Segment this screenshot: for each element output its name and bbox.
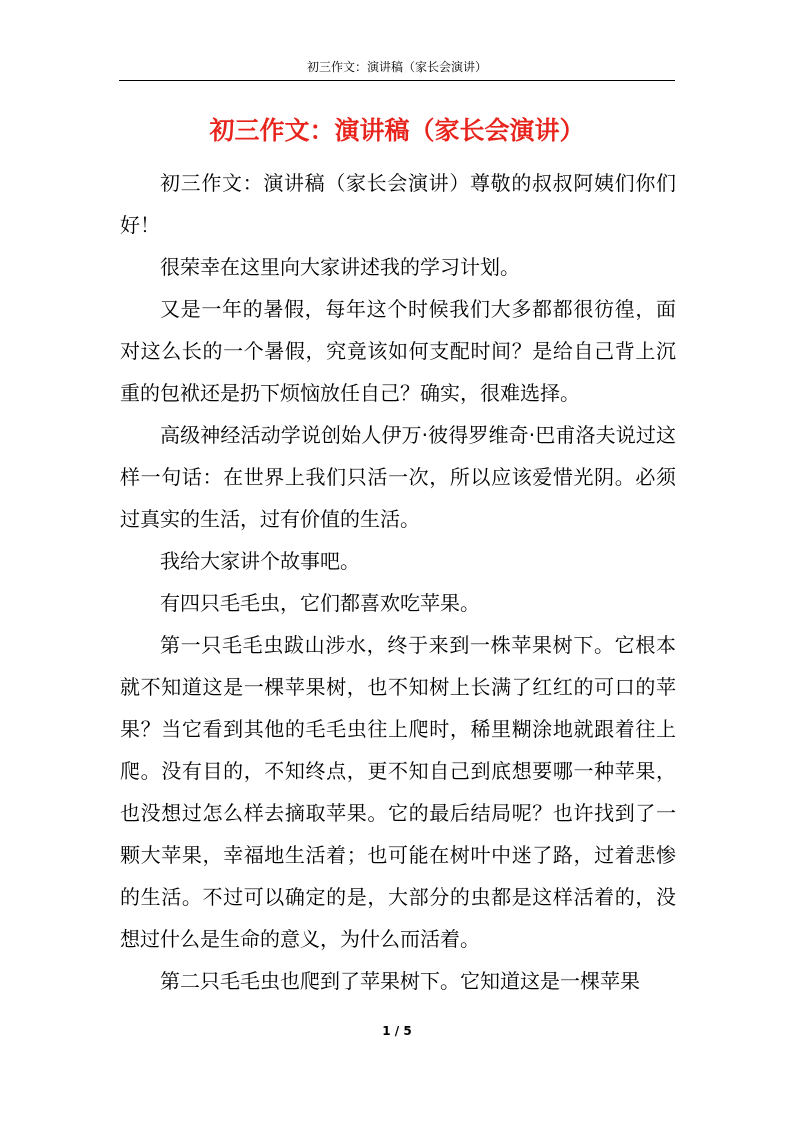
page-number: 1 / 5 — [382, 1024, 412, 1038]
running-header: 初三作文：演讲稿（家长会演讲） — [306, 60, 487, 74]
paragraph: 第二只毛毛虫也爬到了苹果树下。它知道这是一棵苹果 — [160, 969, 640, 993]
paragraph: 很荣幸在这里向大家讲述我的学习计划。 — [160, 255, 520, 279]
paragraph: 我给大家讲个故事吧。 — [160, 549, 360, 573]
document-title: 初三作文：演讲稿（家长会演讲） — [209, 116, 585, 145]
paragraph: 又是一年的暑假，每年这个时候我们大多都都很彷徨，面对这么长的一个暑假，究竟该如何支配时间？是给自己背上沉重的包袱还是扔下烦恼放任自己？确实，很难选择。 — [120, 297, 676, 405]
document-body — [120, 162, 676, 1002]
paragraph: 初三作文：演讲稿（家长会演讲）尊敬的叔叔阿姨们你们好！ — [120, 171, 676, 237]
header-divider — [119, 80, 675, 81]
paragraph: 有四只毛毛虫，它们都喜欢吃苹果。 — [160, 591, 480, 615]
paragraph: 第一只毛毛虫跋山涉水，终于来到一株苹果树下。它根本就不知道这是一棵苹果树，也不知树上长满了红红的可口的苹果？当它看到其他的毛毛虫往上爬时，稀里糊涂地就跟着往上爬。没有目的，不知终点，更不知自己到底想要哪一种苹果，也没想过怎么样去摘取苹果。它的最后结局呢？也许找到了一颗大苹果，幸福地生活着；也可能在树叶中迷了路，过着悲惨的生活。不过可以确定的是，大部分的虫都是这样活着的，没想过什么是生命的意义，为什么而活着。 — [120, 633, 676, 951]
paragraph: 高级神经活动学说创始人伊万·彼得罗维奇·巴甫洛夫说过这样一句话：在世界上我们只活一次，所以应该爱惜光阴。必须过真实的生活，过有价值的生活。 — [120, 423, 676, 531]
